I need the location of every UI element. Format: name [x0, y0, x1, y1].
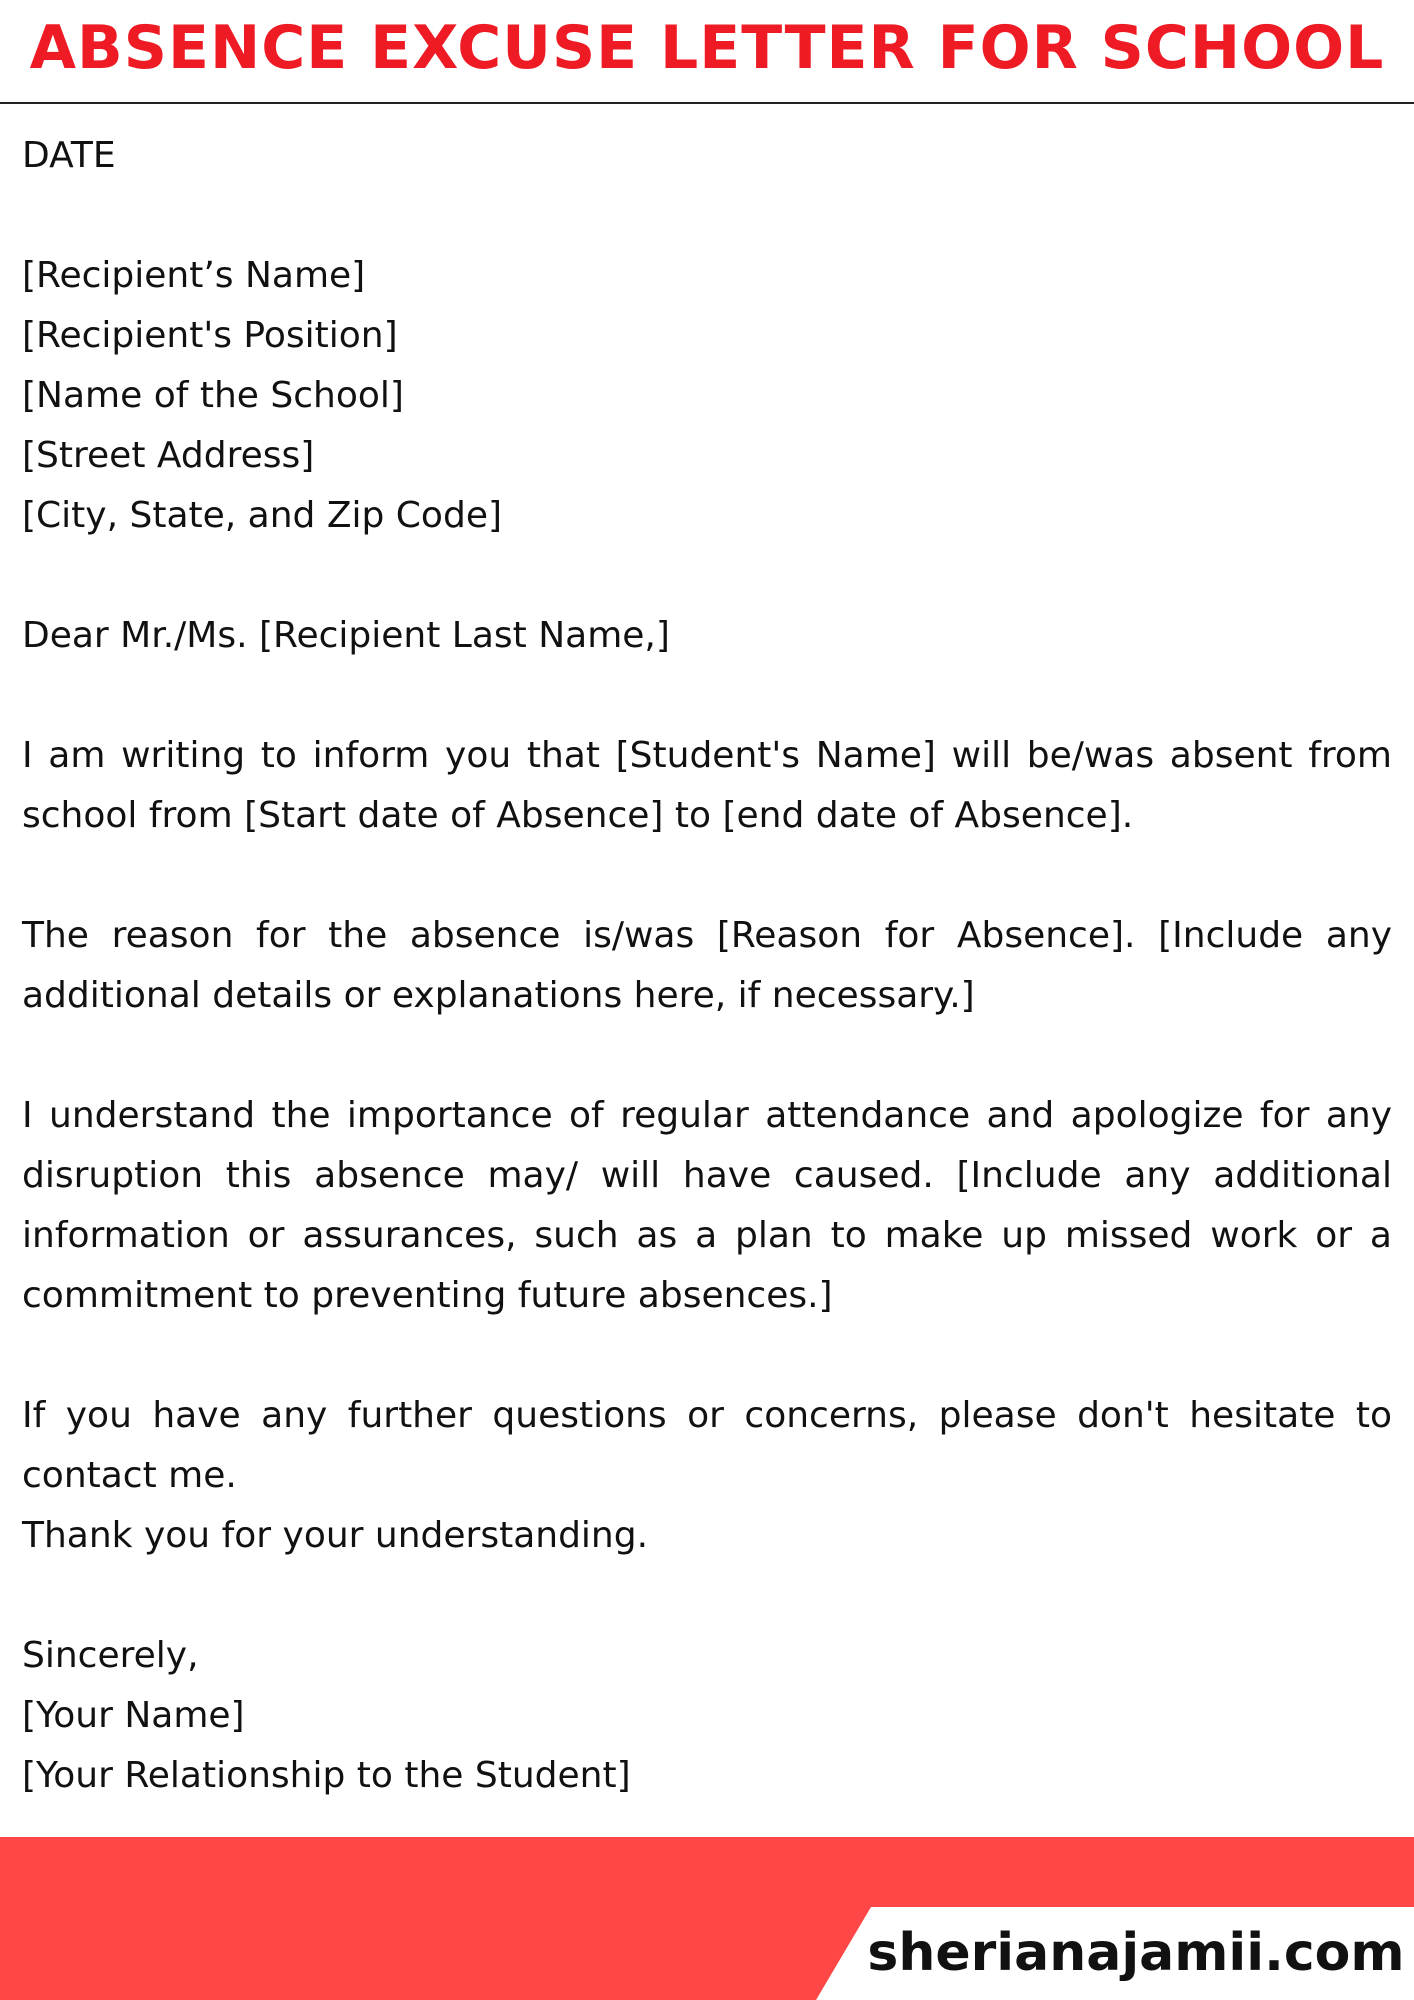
salutation: Dear Mr./Ms. [Recipient Last Name,] [22, 615, 670, 656]
salutation-block [22, 606, 1392, 666]
sender-name: [Your Name] [22, 1695, 245, 1736]
signature-block [22, 1626, 1392, 1806]
contact-block [22, 1386, 1392, 1566]
recipient-position: [Recipient's Position] [22, 315, 398, 356]
school-name: [Name of the School] [22, 375, 404, 416]
thanks-line: Thank you for your understanding. [22, 1515, 649, 1556]
paragraph-apology: I understand the importance of regular attendance and apologize for any disruption this absence may/ will have caused. [Include any additional information or assurances, such as a plan to make up missed work or a commitment to preventing future absences.] [22, 1095, 1392, 1316]
letter-body [22, 126, 1392, 1806]
date-block [22, 126, 1392, 186]
sender-relationship: [Your Relationship to the Student] [22, 1755, 631, 1796]
paragraph-contact: If you have any further questions or concerns, please don't hesitate to contact me. [22, 1395, 1392, 1496]
letter-date: DATE [22, 135, 116, 176]
paragraph-reason: The reason for the absence is/was [Reason for Absence]. [Include any additional details or explanations here, if necessary.] [22, 915, 1392, 1016]
recipient-address-block [22, 246, 1392, 546]
city-state-zip: [City, State, and Zip Code] [22, 495, 503, 536]
page-title: ABSENCE EXCUSE LETTER FOR SCHOOL [29, 13, 1385, 83]
website-link[interactable]: sherianajamii.com [867, 1923, 1405, 1983]
title-divider [0, 102, 1414, 104]
paragraph-absence-dates: I am writing to inform you that [Student's Name] will be/was absent from school from [Start date of Absence] to [end date of Absence]. [22, 735, 1392, 836]
closing: Sincerely, [22, 1635, 199, 1676]
recipient-name: [Recipient’s Name] [22, 255, 366, 296]
street-address: [Street Address] [22, 435, 315, 476]
